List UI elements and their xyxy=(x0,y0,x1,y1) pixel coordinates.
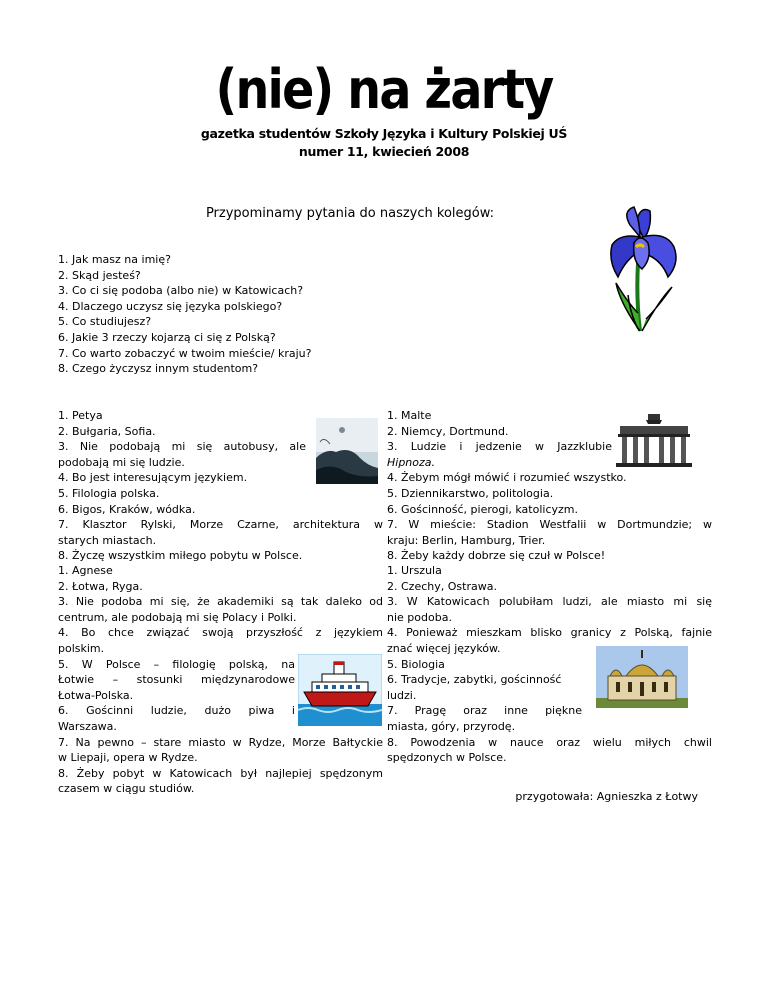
answer-line: 4. Ponieważ mieszkam blisko granicy z Polską, fajnie xyxy=(387,626,712,640)
answer-line: spędzonych w Polsce. xyxy=(387,751,507,765)
brandenburg-gate-illustration xyxy=(616,412,692,468)
answer-line: 2. Niemcy, Dortmund. xyxy=(387,424,509,438)
answer-line: Łotwa-Polska. xyxy=(58,688,134,702)
answer-line: 6. Gościnność, pierogi, katolicyzm. xyxy=(387,502,578,516)
answer-line: czasem w ciągu studiów. xyxy=(58,782,195,796)
answer-line: 1. Agnese xyxy=(58,564,113,577)
answer-line: w Liepaji, opera w Rydze. xyxy=(58,751,198,765)
answer-line: Warszawa. xyxy=(58,719,117,733)
answer-line: 3. Nie podobają mi się autobusy, ale xyxy=(58,440,306,454)
answer-line: starych miastach. xyxy=(58,533,157,547)
question-item: 7. Co warto zobaczyć w twoim mieście/ kraju? xyxy=(58,346,312,360)
answer-line: Łotwie – stosunki międzynarodowe xyxy=(58,673,295,687)
answer-line: 6. Bigos, Kraków, wódka. xyxy=(58,502,196,516)
answer-line: 1. Malte xyxy=(387,409,432,422)
newspaper-title: (nie) na żarty xyxy=(215,58,553,121)
answer-line: 1. Petya xyxy=(58,409,103,422)
answer-line: polskim. xyxy=(58,641,105,655)
answer-line: nie podoba. xyxy=(387,610,452,624)
answer-line: Hipnoza. xyxy=(387,455,436,469)
answer-line: 7. W mieście: Stadion Westfalii w Dortmundzie; w xyxy=(387,518,712,532)
answer-line: 7. Na pewno – stare miasto w Rydze, Morze Bałtyckie xyxy=(58,735,383,749)
answer-line: 3. Nie podoba mi się, że akademiki są tak daleko od xyxy=(58,595,383,609)
question-item: 3. Co ci się podoba (albo nie) w Katowicach? xyxy=(58,284,304,298)
answer-line: 4. Żebym mógł mówić i rozumieć wszystko. xyxy=(387,471,627,485)
seascape-illustration xyxy=(316,418,378,484)
question-item: 1. Jak masz na imię? xyxy=(58,253,171,266)
newspaper-subtitle: gazetka studentów Szkoły Języka i Kultury Polskiej UŚ xyxy=(200,126,568,141)
answer-line: ludzi. xyxy=(387,688,417,702)
answer-line: 7. Klasztor Rylski, Morze Czarne, architektura w xyxy=(58,518,383,532)
answer-line: podobają mi się ludzie. xyxy=(58,455,185,469)
answer-line: 6. Tradycje, zabytki, gościnność xyxy=(387,673,562,687)
question-item: 8. Czego życzysz innym studentom? xyxy=(58,362,259,376)
answer-line: 8. Żeby każdy dobrze się czuł w Polsce! xyxy=(387,549,606,563)
answer-line: 4. Bo chce związać swoją przyszłość z językiem xyxy=(58,626,383,640)
answer-line: 8. Życzę wszystkim miłego pobytu w Polsce. xyxy=(58,549,303,563)
answer-line: 2. Czechy, Ostrawa. xyxy=(387,579,497,593)
answer-line: 3. W Katowicach polubiłam ludzi, ale miasto mi się xyxy=(387,595,712,609)
answer-line: 7. Pragę oraz inne piękne xyxy=(387,704,582,718)
intro-heading: Przypominamy pytania do naszych kolegów: xyxy=(205,206,495,221)
ship-illustration xyxy=(298,654,382,726)
answer-line: 5. Dziennikarstwo, politologia. xyxy=(387,486,554,500)
question-item: 2. Skąd jesteś? xyxy=(58,268,141,282)
answer-line: 5. Filologia polska. xyxy=(58,486,160,500)
answer-line: znać więcej języków. xyxy=(387,641,501,655)
iris-flower-illustration xyxy=(600,203,684,335)
question-item: 6. Jakie 3 rzeczy kojarzą ci się z Polską? xyxy=(58,330,276,344)
answer-line: 8. Żeby pobyt w Katowicach był najlepiej spędzonym xyxy=(58,766,383,780)
answer-line: 2. Bułgaria, Sofia. xyxy=(58,424,156,438)
answer-line: kraju: Berlin, Hamburg, Trier. xyxy=(387,533,546,547)
question-item: 5. Co studiujesz? xyxy=(58,315,152,329)
cathedral-illustration xyxy=(596,646,688,708)
answer-line: 6. Gościnni ludzie, dużo piwa i xyxy=(58,704,295,718)
answer-line: 4. Bo jest interesującym językiem. xyxy=(58,471,248,485)
answer-line: 5. W Polsce – filologię polską, na xyxy=(58,657,295,671)
answer-line: miasta, góry, przyrodę. xyxy=(387,719,516,733)
questions-list xyxy=(58,252,311,377)
answer-line: 2. Łotwa, Ryga. xyxy=(58,579,143,593)
author-credit: przygotowała: Agnieszka z Łotwy xyxy=(515,790,698,803)
question-item: 4. Dlaczego uczysz się języka polskiego? xyxy=(58,299,283,313)
answer-line: 1. Urszula xyxy=(387,564,442,577)
issue-number: numer 11, kwiecień 2008 xyxy=(298,144,470,159)
answer-line: centrum, ale podobają mi się Polacy i Polki. xyxy=(58,610,297,624)
answer-line: 8. Powodzenia w nauce oraz wielu miłych chwil xyxy=(387,735,712,749)
answer-line: 5. Biologia xyxy=(387,657,445,671)
answer-line: 3. Ludzie i jedzenie w Jazzklubie xyxy=(387,440,612,454)
